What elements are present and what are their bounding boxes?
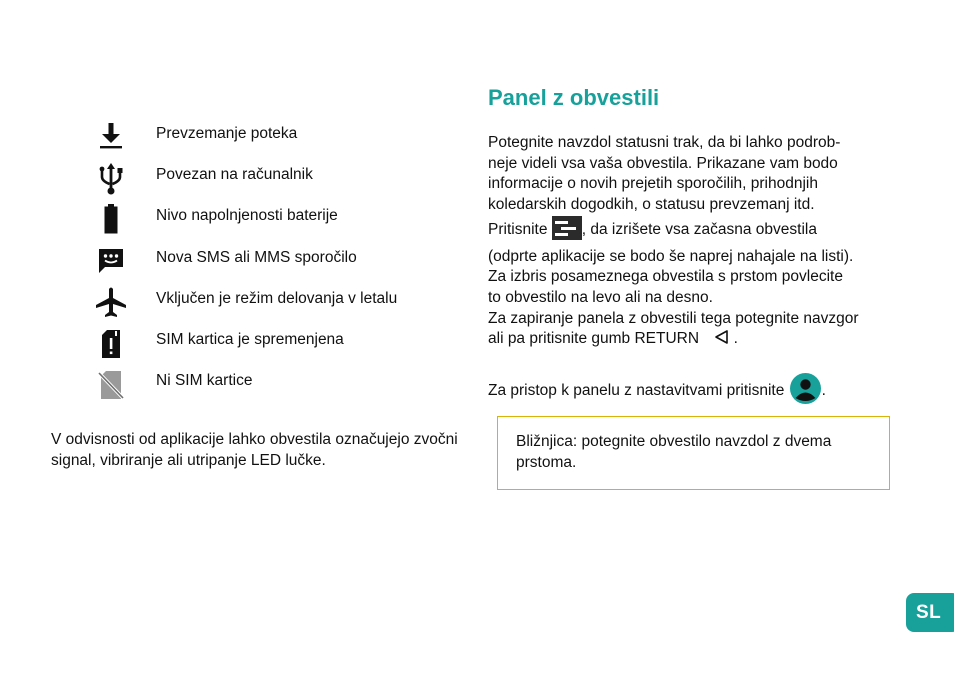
download-icon <box>94 121 128 155</box>
sim-alert-icon <box>94 327 128 361</box>
body-line: (odprte aplikacije se bodo še naprej nahajale na listi). <box>488 247 854 265</box>
body-line <box>488 329 908 352</box>
legend-label: Nova SMS ali MMS sporočilo <box>156 249 357 266</box>
body-line: to obvestilo na levo ali na desno. <box>488 288 713 306</box>
legend-row-download <box>0 125 470 165</box>
body-line <box>488 373 908 411</box>
body-line-part: Za pristop k panelu z nastavitvami pritisnite <box>488 381 789 399</box>
legend-label: Prevzemanje poteka <box>156 125 298 142</box>
body-line <box>488 216 908 247</box>
legend-label: SIM kartica je spremenjena <box>156 331 344 348</box>
legend-row-message <box>0 249 470 289</box>
return-icon <box>713 329 729 352</box>
body-line-part: Pritisnite <box>488 220 552 238</box>
message-icon <box>94 245 128 279</box>
usb-icon <box>94 162 128 196</box>
body-line: Potegnite navzdol statusni trak, da bi lahko podrob- <box>488 134 841 151</box>
legend-row-airplane <box>0 290 470 330</box>
legend-label: Vključen je režim delovanja v letalu <box>156 290 398 307</box>
section-title: Panel z obvestili <box>488 85 660 110</box>
body-line-part: . <box>729 330 738 348</box>
legend-row-no-sim <box>0 372 470 412</box>
body-line: neje videli vsa vaša obvestila. Prikazane vam bodo <box>488 154 838 172</box>
body-line: koledarskih dogodkih, o statusu prevzemanj itd. <box>488 196 815 214</box>
legend-row-battery <box>0 207 470 247</box>
notification-panel-text <box>488 133 908 410</box>
airplane-icon <box>94 286 128 320</box>
shortcut-tip-text: Bližnjica: potegnite obvestilo navzdol z dvema prstoma. <box>516 433 832 471</box>
body-line-part: . <box>821 381 826 399</box>
legend-label: Ni SIM kartice <box>156 372 253 389</box>
clear-notifications-icon <box>552 216 582 247</box>
legend-row-sim-changed <box>0 331 470 371</box>
body-line-part: ali pa pritisnite gumb RETURN <box>488 330 704 348</box>
body-line: Za zapiranje panela z obvestili tega potegnite navzgor <box>488 309 859 327</box>
battery-icon <box>94 203 128 237</box>
body-line-part: , da izrišete vsa začasna obvestila <box>581 220 817 238</box>
legend-label: Povezan na računalnik <box>156 166 313 183</box>
body-line: informacije o novih prejetih sporočilih, prihodnjih <box>488 175 818 193</box>
language-badge: SL <box>906 593 954 632</box>
settings-person-icon <box>789 373 822 411</box>
body-line: Za izbris posameznega obvestila s prstom povlecite <box>488 268 843 286</box>
legend-row-usb <box>0 166 470 206</box>
no-sim-icon <box>94 368 128 402</box>
notification-types-paragraph: V odvisnosti od aplikacije lahko obvestila označujejo zvočni signal, vibriranje ali utripanje LED lučke. <box>51 431 458 469</box>
shortcut-tip-box <box>497 416 890 490</box>
legend-label: Nivo napolnjenosti baterije <box>156 207 338 224</box>
